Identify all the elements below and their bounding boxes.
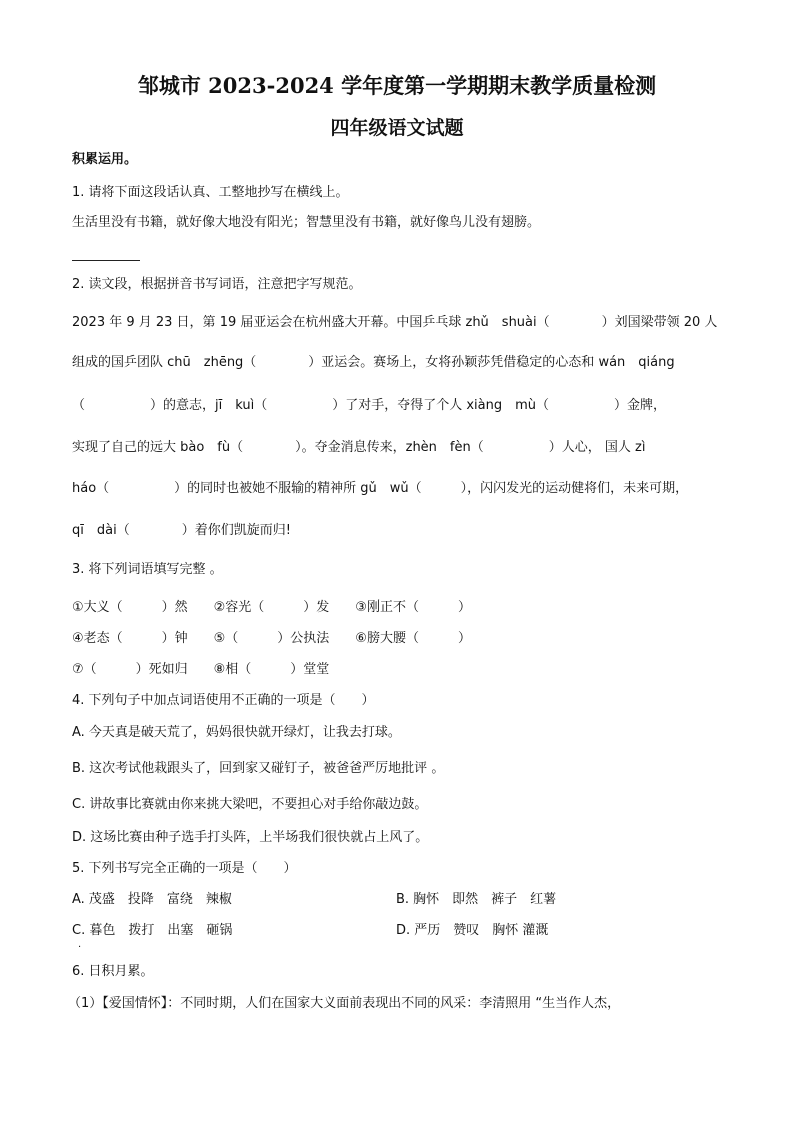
q5-option: D. 严历 赞叹 胸怀 灌溉	[396, 923, 549, 938]
q2-line: 实现了自己的远大 bào fù（ ）。夺金消息传来，zhèn fèn（ ）人心， 国人 zì	[72, 440, 646, 455]
q3-row: ⑦（ ）死如归 ⑧相（ ）堂堂	[72, 662, 330, 677]
q2-prompt: 2. 读文段，根据拼音书写词语，注意把字写规范。	[72, 277, 362, 292]
q5-option: C. 暮色 拨打 出塞 砸锅	[72, 923, 233, 938]
answer-line	[72, 260, 140, 261]
q4-option: A. 今天真是破天荒了，妈妈很快就开绿灯，让我去打球。	[72, 725, 401, 740]
q3-row: ①大义（ ）然 ②容光（ ）发 ③刚正不（ ）	[72, 600, 471, 615]
q5-option: B. 胸怀 即然 裤子 红薯	[396, 892, 557, 907]
q4-prompt: 4. 下列句子中加点词语使用不正确的一项是（ ）	[72, 693, 375, 708]
q3-row: ④老态（ ）钟 ⑤（ ）公执法 ⑥膀大腰（ ）	[72, 631, 471, 646]
q3-prompt: 3. 将下列词语填写完整 。	[72, 562, 223, 577]
q1-prompt: 1. 请将下面这段话认真、工整地抄写在横线上。	[72, 185, 349, 200]
section-heading: 积累运用。	[72, 152, 138, 167]
q5-prompt: 5. 下列书写完全正确的一项是（ ）	[72, 861, 297, 876]
q4-option: B. 这次考试他栽跟头了，回到家又碰钉子，被爸爸严厉地批评 。	[72, 761, 445, 776]
q2-line: háo（ ）的同时也被她不服输的精神所 gǔ wǔ（ ），闪闪发光的运动健将们，未来可期，	[72, 481, 689, 496]
q6-line: （1）【爱国情怀】：不同时期，人们在国家大义面前表现出不同的风采：李清照用 “生当作人杰，	[68, 996, 621, 1011]
q1-text: 生活里没有书籍，就好像大地没有阳光；智慧里没有书籍，就好像鸟儿没有翅膀。	[72, 215, 541, 230]
q2-line: qī dài（ ）着你们凯旋而归!	[72, 523, 291, 538]
q6-prompt: 6. 日积月累。	[72, 964, 154, 979]
q2-line: 组成的国乒团队 chū zhēng（ ）亚运会。赛场上，女将孙颖莎凭借稳定的心态和 wán qiáng	[72, 355, 675, 370]
q2-line: 2023 年 9 月 23 日，第 19 届亚运会在杭州盛大开幕。中国乒乓球 zhǔ shuài（ ）刘国梁带领 20 人	[72, 315, 718, 330]
exam-subtitle: 四年级语文试题	[330, 117, 464, 139]
q2-line: （ ）的意志，jī kuì（ ）了对手，夺得了个人 xiàng mù（ ）金牌，	[72, 398, 667, 413]
stray-dot: ·	[78, 942, 82, 953]
exam-title: 邹城市 2023-2024 学年度第一学期期末教学质量检测	[137, 73, 657, 98]
q4-option: C. 讲故事比赛就由你来挑大梁吧，不要担心对手给你敲边鼓。	[72, 797, 428, 812]
q5-option: A. 茂盛 投降 富绕 辣椒	[72, 892, 232, 907]
q4-option: D. 这场比赛由种子选手打头阵，上半场我们很快就占上风了。	[72, 830, 429, 845]
